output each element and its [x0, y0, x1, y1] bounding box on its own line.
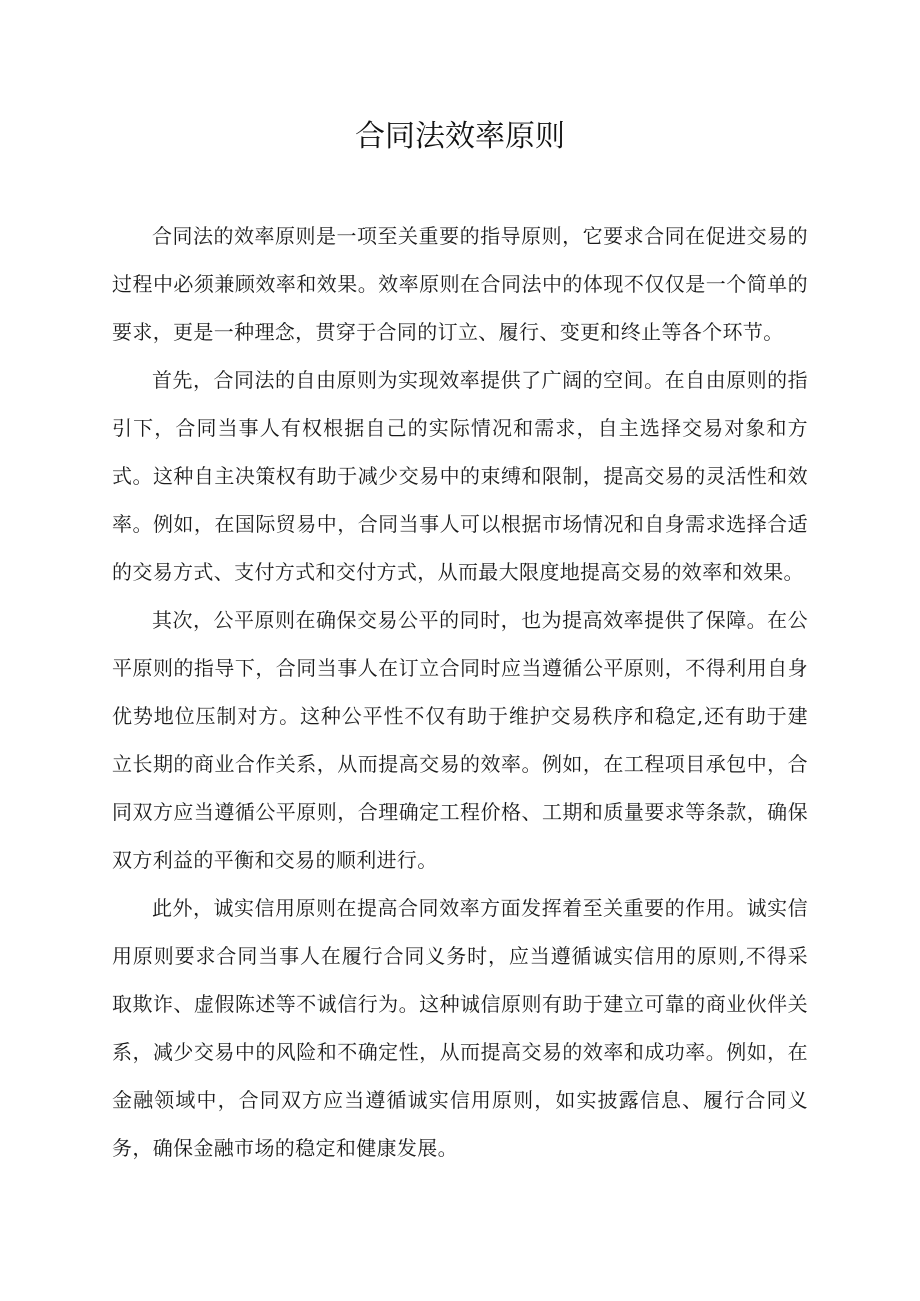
paragraph-intro: 合同法的效率原则是一项至关重要的指导原则，它要求合同在促进交易的过程中必须兼顾效率和效果。效率原则在合同法中的体现不仅仅是一个简单的要求，更是一种理念，贯穿于合同的订立、履行、变更和终止等各个环节。: [112, 224, 808, 344]
page-title: 合同法效率原则: [355, 119, 565, 154]
paragraph-good-faith-principle: 此外，诚实信用原则在提高合同效率方面发挥着至关重要的作用。诚实信用原则要求合同当事人在履行合同义务时，应当遵循诚实信用的原则,不得采取欺诈、虚假陈述等不诚信行为。这种诚信原则有助于建立可靠的商业伙伴关系，减少交易中的风险和不确定性，从而提高交易的效率和成功率。例如，在金融领域中，合同双方应当遵循诚实信用原则，如实披露信息、履行合同义务，确保金融市场的稳定和健康发展。: [112, 896, 808, 1160]
paragraph-fairness-principle: 其次，公平原则在确保交易公平的同时，也为提高效率提供了保障。在公平原则的指导下，合同当事人在订立合同时应当遵循公平原则，不得利用自身优势地位压制对方。这种公平性不仅有助于维护交易秩序和稳定,还有助于建立长期的商业合作关系，从而提高交易的效率。例如，在工程项目承包中，合同双方应当遵循公平原则，合理确定工程价格、工期和质量要求等条款，确保双方利益的平衡和交易的顺利进行。: [112, 608, 808, 872]
paragraph-freedom-principle: 首先，合同法的自由原则为实现效率提供了广阔的空间。在自由原则的指引下，合同当事人有权根据自己的实际情况和需求，自主选择交易对象和方式。这种自主决策权有助于减少交易中的束缚和限制，提高交易的灵活性和效率。例如，在国际贸易中，合同当事人可以根据市场情况和自身需求选择合适的交易方式、支付方式和交付方式，从而最大限度地提高交易的效率和效果。: [112, 368, 808, 584]
document-body: [112, 212, 808, 1172]
